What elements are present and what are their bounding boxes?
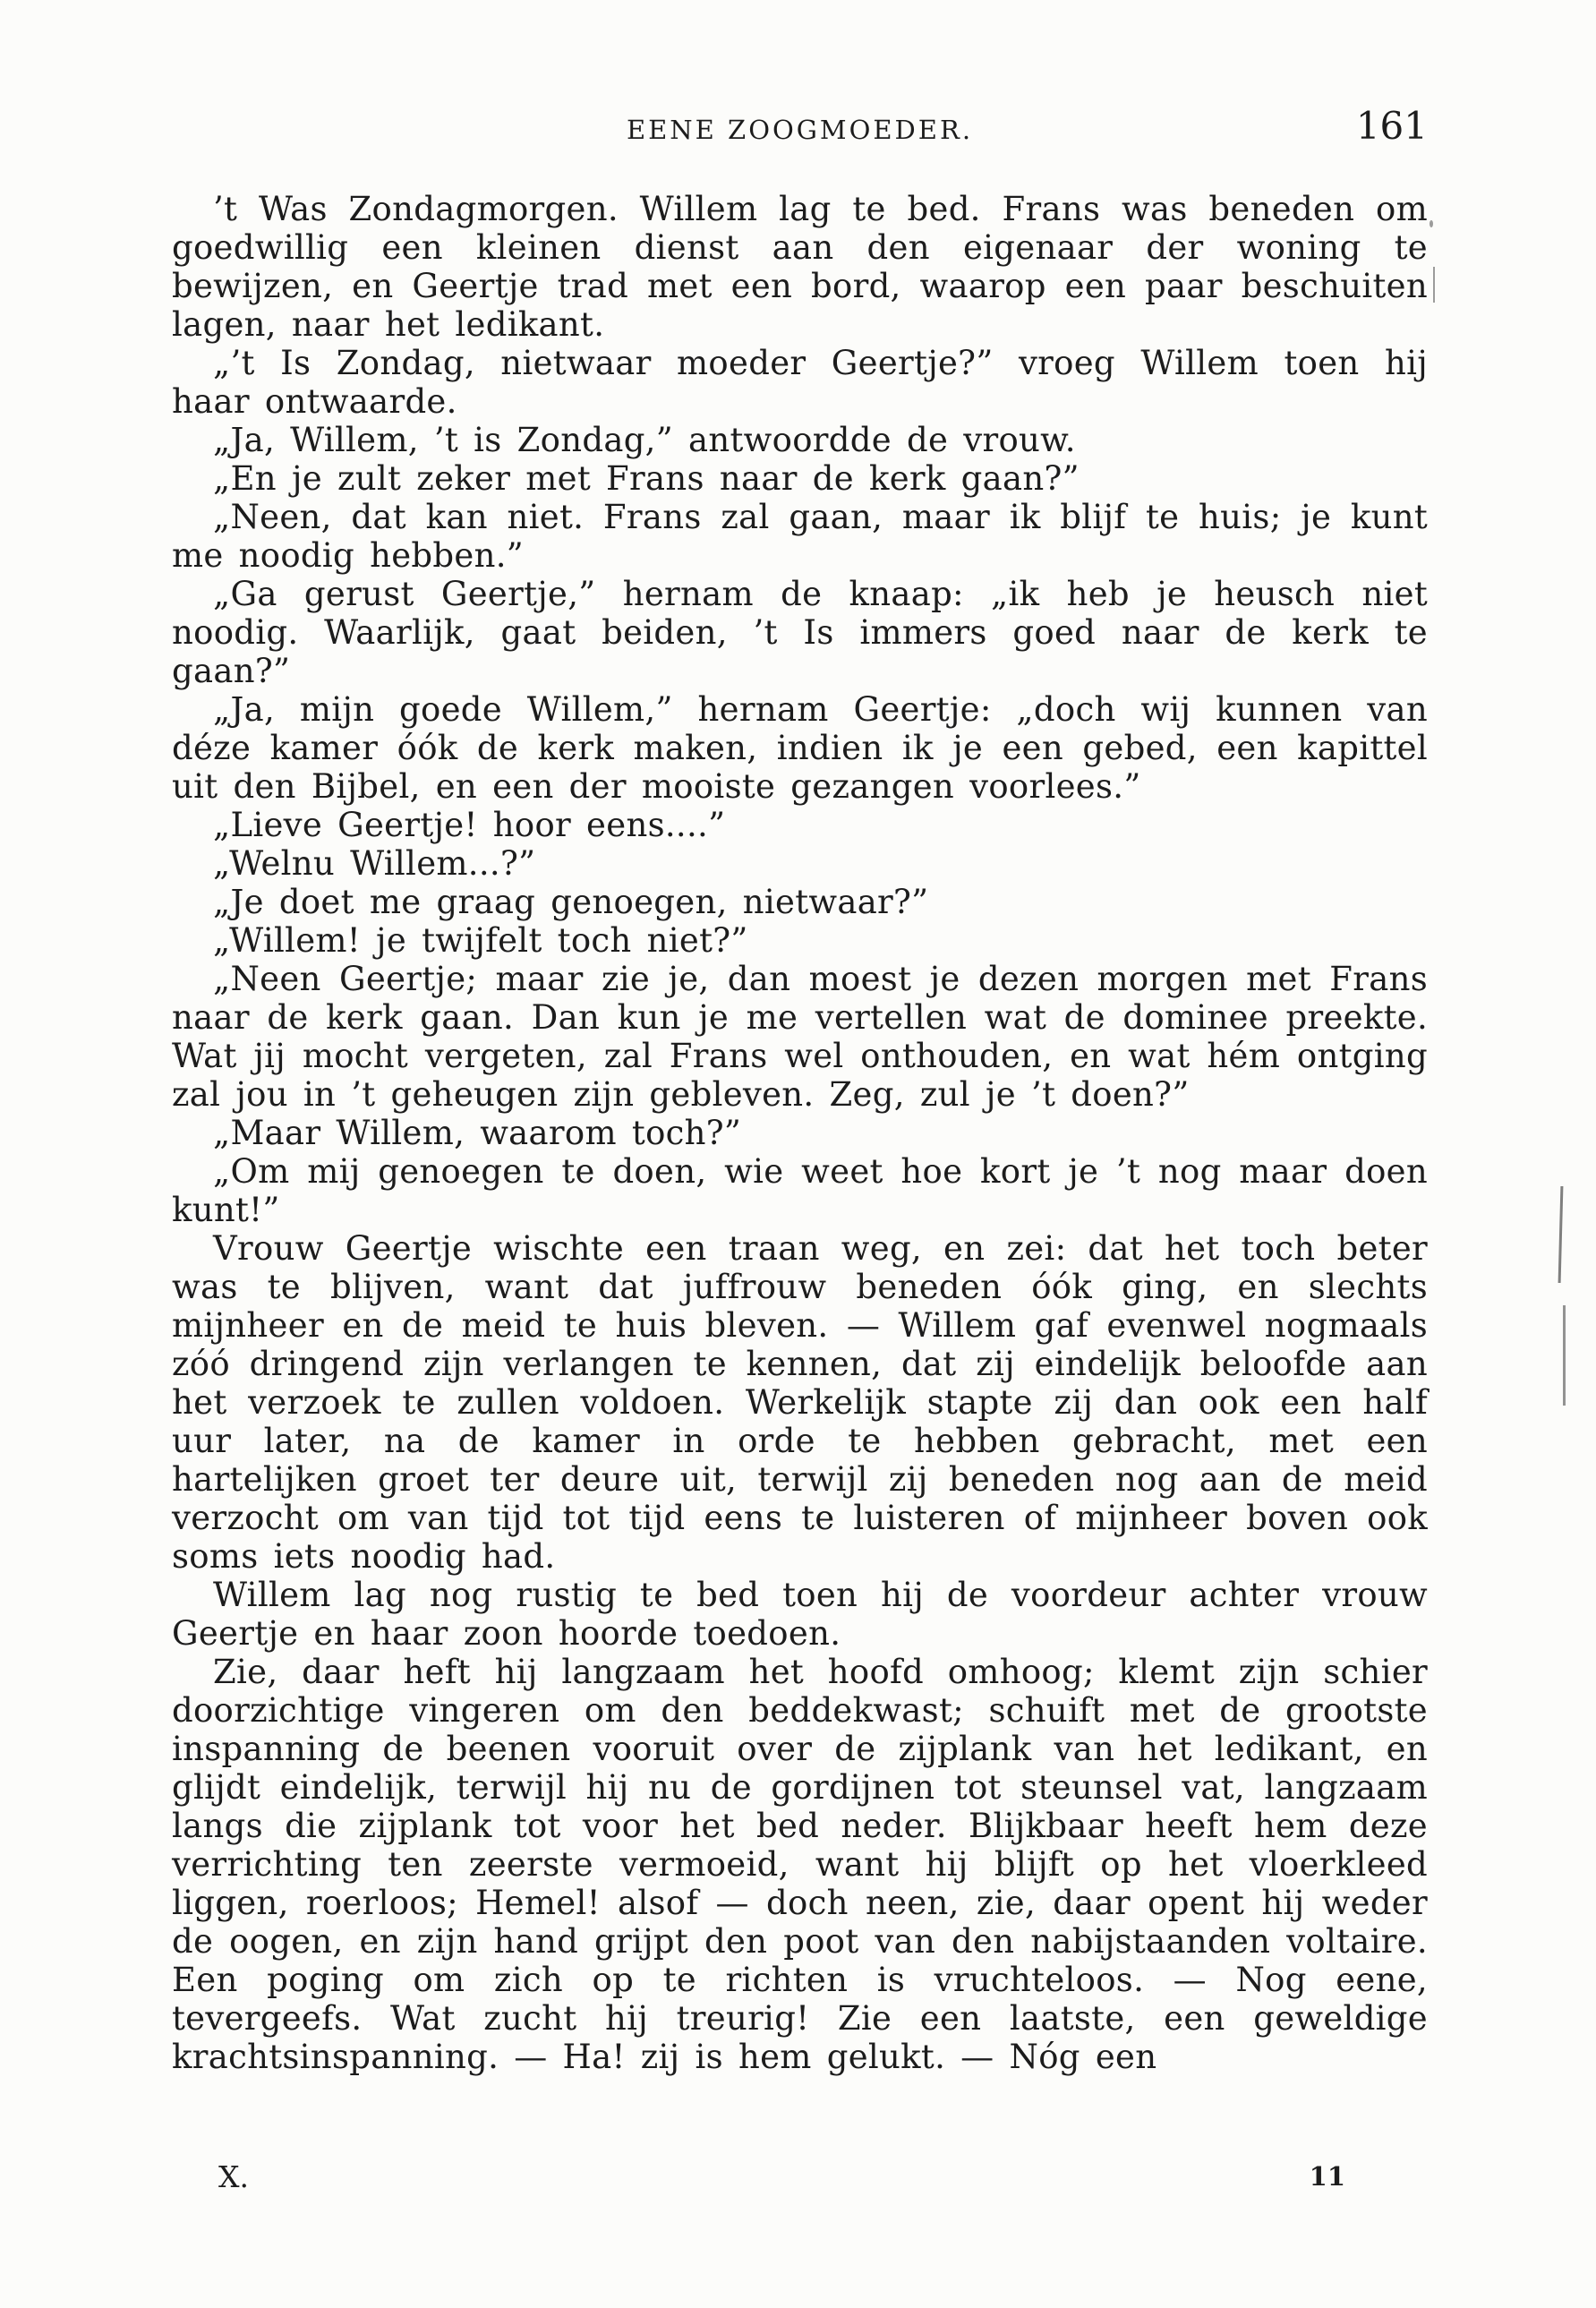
scan-artifact bbox=[1433, 267, 1435, 303]
paragraph: „Willem! je twijfelt toch niet?” bbox=[213, 921, 748, 960]
paragraph: „En je zult zeker met Frans naar de kerk gaan?” bbox=[213, 459, 1080, 498]
paragraph: Vrouw Geertje wischte een traan weg, en zei: dat het toch beter was te blijven, want dat juffrouw beneden óók ging, en slechts mijnheer en de meid te huis bleven. — Willem gaf evenwel nogmaals zóó dringend zijn verlangen te kennen, dat zij eindelijk beloofde aan het verzoek te zullen voldoen. Werkelijk stapte zij dan ook een half uur later, na de kamer in orde te hebben gebracht, met een hartelijken groet ter deure uit, terwijl zij beneden nog aan de meid verzocht om van tijd tot tijd eens te luisteren of mijnheer boven ook soms iets noodig had. bbox=[172, 1229, 1428, 1576]
paragraph: „Neen Geertje; maar zie je, dan moest je dezen morgen met Frans naar de kerk gaan. Dan kun je me vertellen wat de dominee preekte. Wat jij mocht vergeten, zal Frans wel onthouden, en wat hém ontging zal jou in ’t geheugen zijn gebleven. Zeg, zul je ’t doen?” bbox=[172, 960, 1428, 1114]
paragraph: „Ja, mijn goede Willem,” hernam Geertje: „doch wij kunnen van déze kamer óók de kerk maken, indien ik je een gebed, een kapittel uit den Bijbel, en een der mooiste gezangen voorlees.” bbox=[172, 690, 1428, 806]
page-footer bbox=[172, 2154, 1428, 2202]
paragraph: „Je doet me graag genoegen, nietwaar?” bbox=[213, 883, 929, 921]
paragraph: „Lieve Geertje! hoor eens....” bbox=[213, 806, 726, 844]
paragraph: „’t Is Zondag, nietwaar moeder Geertje?” vroeg Willem toen hij haar ontwaarde. bbox=[172, 344, 1428, 421]
scan-artifact bbox=[1558, 1186, 1564, 1283]
paragraph: „Maar Willem, waarom toch?” bbox=[213, 1114, 742, 1152]
paragraph: Zie, daar heft hij langzaam het hoofd omhoog; klemt zijn schier doorzichtige vingeren om den beddekwast; schuift met de grootste inspanning de beenen vooruit over de zijplank van het ledikant, en glijdt eindelijk, terwijl hij nu de gordijnen tot steunsel vat, langzaam langs die zijplank tot voor het bed neder. Blijkbaar heeft hem deze verrichting ten zeerste vermoeid, want hij blijft op het vloerkleed liggen, roerloos; Hemel! alsof — doch neen, zie, daar opent hij weder de oogen, en zijn hand grijpt den poot van den nabijstaanden voltaire. Een poging om zich op te richten is vruchteloos. — Nog eene, tevergeefs. Wat zucht hij treurig! Zie een laatste, een geweldige krachtsinspanning. — Ha! zij is hem gelukt. — Nóg een bbox=[172, 1653, 1428, 2076]
signature-mark: X. bbox=[218, 2159, 249, 2194]
body-text bbox=[172, 190, 1428, 2076]
scan-artifact bbox=[1430, 220, 1433, 227]
page-header bbox=[172, 104, 1428, 154]
paragraph: „Om mij genoegen te doen, wie weet hoe kort je ’t nog maar doen kunt!” bbox=[172, 1152, 1428, 1229]
paragraph: „Ga gerust Geertje,” hernam de knaap: „ik heb je heusch niet noodig. Waarlijk, gaat beiden, ’t Is immers goed naar de kerk te gaan?” bbox=[172, 575, 1428, 690]
page-number: 161 bbox=[1355, 104, 1428, 148]
running-title: EENE ZOOGMOEDER. bbox=[626, 115, 974, 145]
paragraph: Willem lag nog rustig te bed toen hij de voordeur achter vrouw Geertje en haar zoon hoorde toedoen. bbox=[172, 1576, 1428, 1653]
paragraph: „Neen, dat kan niet. Frans zal gaan, maar ik blijf te huis; je kunt me noodig hebben.” bbox=[172, 498, 1428, 575]
scan-artifact bbox=[1563, 1305, 1566, 1406]
paragraph: ’t Was Zondagmorgen. Willem lag te bed. Frans was beneden om goedwillig een kleinen dienst aan den eigenaar der woning te bewijzen, en Geertje trad met een bord, waarop een paar beschuiten lagen, naar het ledikant. bbox=[172, 190, 1428, 344]
paragraph: „Welnu Willem...?” bbox=[213, 844, 536, 883]
gathering-number: 11 bbox=[1309, 2161, 1345, 2192]
paragraph: „Ja, Willem, ’t is Zondag,” antwoordde de vrouw. bbox=[213, 421, 1076, 459]
